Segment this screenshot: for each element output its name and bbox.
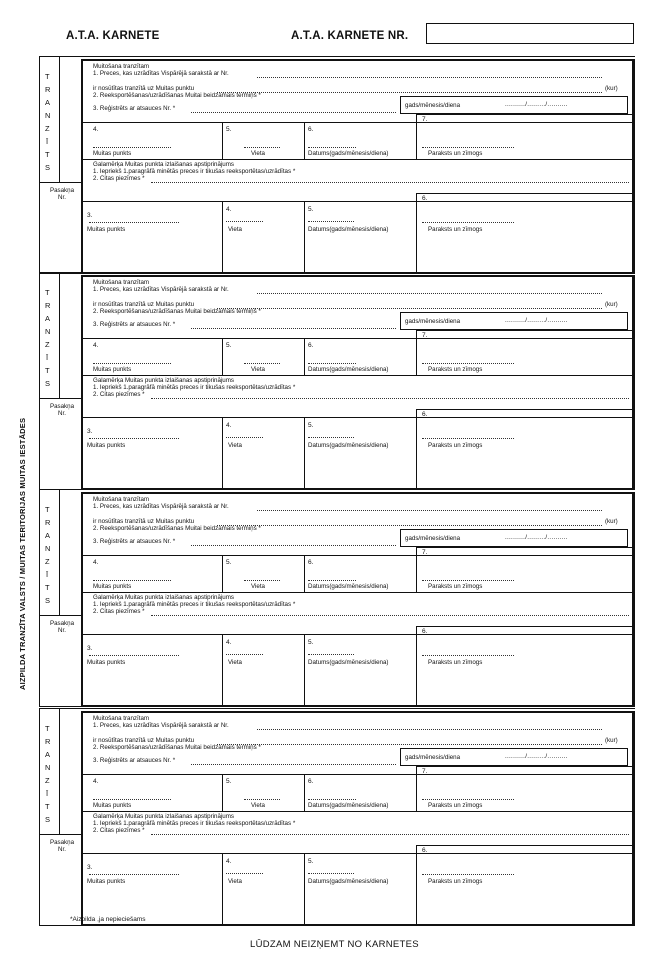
letter: Ī xyxy=(46,570,49,579)
letter: Ī xyxy=(46,789,49,798)
line1-field[interactable] xyxy=(257,729,602,730)
field-5-number: 5. xyxy=(226,559,232,566)
paraksts-2-label: Paraksts un zīmogs xyxy=(428,442,483,449)
kur-label: (kur) xyxy=(605,737,618,744)
citas-piezimes-field[interactable] xyxy=(151,182,629,183)
date-fill: ........../........./.......... xyxy=(505,317,568,324)
letter: T xyxy=(45,72,50,81)
paraksts-2-field[interactable] xyxy=(422,222,514,223)
paraksts-2-field[interactable] xyxy=(422,655,514,656)
field-6b-number: 6. xyxy=(422,628,428,635)
letter: A xyxy=(45,531,51,540)
citas-piezimes-field[interactable] xyxy=(151,615,629,616)
galamerka-title: Galamērķa Muitas punkta izlaišanas apstiprinājums xyxy=(93,813,235,820)
field-5-number: 5. xyxy=(226,778,232,785)
field-4b-number: 4. xyxy=(226,858,232,865)
datums-field[interactable] xyxy=(308,147,356,148)
vieta-label: Vieta xyxy=(251,583,265,590)
vieta-2-field[interactable] xyxy=(226,873,263,874)
letter: T xyxy=(45,150,50,159)
line2-label: 2. Reeksportēšanas/uzrādīšanas Muitai beidzamais termiņš * xyxy=(93,308,261,315)
field-7-number: 7. xyxy=(422,549,428,556)
field-3-number: 3. xyxy=(87,212,93,219)
field-5b-number: 5. xyxy=(308,858,314,865)
datums-2-label: Datums(gads/mēnesis/diena) xyxy=(308,442,389,449)
letter: S xyxy=(45,379,51,388)
letter: T xyxy=(45,288,50,297)
letter: S xyxy=(45,163,51,172)
line1-label: 1. Preces, kas uzrādītas Vispārējā sarakstā ar Nr. xyxy=(93,70,229,77)
field-3-number: 3. xyxy=(87,428,93,435)
pasakna-label: Pasakņa Nr. xyxy=(49,839,75,854)
line3-label: 3. Reģistrēts ar atsauces Nr. * xyxy=(93,105,176,112)
vieta-2-field[interactable] xyxy=(226,221,263,222)
letter: T xyxy=(45,802,50,811)
galamerka-line2: 2. Citas piezīmes * xyxy=(93,827,145,834)
muitas-punkts-label: Muitas punkts xyxy=(93,150,132,157)
letter: A xyxy=(45,314,51,323)
carnet-number-field[interactable] xyxy=(426,23,634,44)
vieta-2-label: Vieta xyxy=(228,442,242,449)
kur-label: (kur) xyxy=(605,301,618,308)
pasakna-label: Pasakņa Nr. xyxy=(49,403,75,418)
vieta-2-label: Vieta xyxy=(228,878,242,885)
field-6-number: 6. xyxy=(308,126,314,133)
muitas-punkts-label: Muitas punkts xyxy=(93,802,132,809)
transit-field[interactable] xyxy=(217,92,602,93)
line2-label: 2. Reeksportēšanas/uzrādīšanas Muitai beidzamais termiņš * xyxy=(93,525,261,532)
galamerka-title: Galamērķa Muitas punkta izlaišanas apstiprinājums xyxy=(93,377,235,384)
field-7-number: 7. xyxy=(422,332,428,339)
title-ata-karnete: A.T.A. KARNETE xyxy=(66,30,160,42)
letter: N xyxy=(45,327,51,336)
datums-2-label: Datums(gads/mēnesis/diena) xyxy=(308,226,389,233)
muitas-punkts-field[interactable] xyxy=(93,580,171,581)
galamerka-title: Galamērķa Muitas punkta izlaišanas apstiprinājums xyxy=(93,161,235,168)
galamerka-line1: 1. Iepriekš 1.paragrāfā minētās preces ir tikušas reeksportētas/uzrādītas * xyxy=(93,820,296,827)
letter: R xyxy=(45,301,51,310)
vieta-label: Vieta xyxy=(251,150,265,157)
line3-field[interactable] xyxy=(191,764,396,765)
transit-label: ir nosūtītas tranzītā uz Muitas punktu xyxy=(93,737,195,744)
datums-label: Datums(gads/mēnesis/diena) xyxy=(308,366,389,373)
galamerka-line2: 2. Citas piezīmes * xyxy=(93,175,145,182)
transit-label: ir nosūtītas tranzītā uz Muitas punktu xyxy=(93,85,195,92)
line1-label: 1. Preces, kas uzrādītas Vispārējā sarakstā ar Nr. xyxy=(93,286,229,293)
footnote: *Aizpilda ,ja nepieciešams xyxy=(70,916,146,923)
field-4-number: 4. xyxy=(93,559,99,566)
paraksts-field[interactable] xyxy=(422,799,514,800)
field-5-number: 5. xyxy=(226,126,232,133)
line2-label: 2. Reeksportēšanas/uzrādīšanas Muitai beidzamais termiņš * xyxy=(93,92,261,99)
transit-section xyxy=(39,56,635,274)
line1-field[interactable] xyxy=(257,293,602,294)
side-label: AIZPILDA TRANZĪTA VALSTS / MUITAS TERITORIJAS MUITAS IESTĀDES xyxy=(18,417,27,690)
citas-piezimes-field[interactable] xyxy=(151,398,629,399)
field-6-number: 6. xyxy=(308,342,314,349)
vieta-field[interactable] xyxy=(244,580,280,581)
datums-2-label: Datums(gads/mēnesis/diena) xyxy=(308,659,389,666)
letter: T xyxy=(45,505,50,514)
datums-label: Datums(gads/mēnesis/diena) xyxy=(308,802,389,809)
line3-field[interactable] xyxy=(191,545,396,546)
muitas-punkts-2-field[interactable] xyxy=(89,874,179,875)
field-7-number: 7. xyxy=(422,116,428,123)
date-fill: ........../........./.......... xyxy=(505,534,568,541)
vieta-label: Vieta xyxy=(251,366,265,373)
paraksts-2-label: Paraksts un zīmogs xyxy=(428,226,483,233)
letter: Z xyxy=(45,776,50,785)
field-4-number: 4. xyxy=(93,778,99,785)
paraksts-label: Paraksts un zīmogs xyxy=(428,150,483,157)
datums-field[interactable] xyxy=(308,363,356,364)
galamerka-title: Galamērķa Muitas punkta izlaišanas apstiprinājums xyxy=(93,594,235,601)
field-5-number: 5. xyxy=(226,342,232,349)
datums-2-label: Datums(gads/mēnesis/diena) xyxy=(308,878,389,885)
date-label: gads/mēnesis/diena xyxy=(405,318,461,325)
line1-label: 1. Preces, kas uzrādītas Vispārējā sarakstā ar Nr. xyxy=(93,722,229,729)
galamerka-line2: 2. Citas piezīmes * xyxy=(93,608,145,615)
line2-label: 2. Reeksportēšanas/uzrādīšanas Muitai beidzamais termiņš * xyxy=(93,744,261,751)
field-6-number: 6. xyxy=(308,778,314,785)
field-6b-number: 6. xyxy=(422,195,428,202)
muitas-punkts-field[interactable] xyxy=(93,147,171,148)
datums-label: Datums(gads/mēnesis/diena) xyxy=(308,150,389,157)
letter: T xyxy=(45,583,50,592)
paraksts-field[interactable] xyxy=(422,363,514,364)
date-label: gads/mēnesis/diena xyxy=(405,754,461,761)
line1-field[interactable] xyxy=(257,77,602,78)
transit-field[interactable] xyxy=(217,308,602,309)
field-4b-number: 4. xyxy=(226,639,232,646)
muitas-punkts-2-label: Muitas punkts xyxy=(87,226,126,233)
vieta-2-label: Vieta xyxy=(228,226,242,233)
datums-2-field[interactable] xyxy=(308,437,354,438)
date-fill: ........../........./.......... xyxy=(505,753,568,760)
field-6-number: 6. xyxy=(308,559,314,566)
letter: Z xyxy=(45,124,50,133)
field-5b-number: 5. xyxy=(308,639,314,646)
field-4-number: 4. xyxy=(93,126,99,133)
paraksts-label: Paraksts un zīmogs xyxy=(428,583,483,590)
letter: N xyxy=(45,544,51,553)
paraksts-2-label: Paraksts un zīmogs xyxy=(428,878,483,885)
letter: Z xyxy=(45,340,50,349)
muitas-punkts-2-label: Muitas punkts xyxy=(87,878,126,885)
muitas-punkts-field[interactable] xyxy=(93,799,171,800)
line1-field[interactable] xyxy=(257,510,602,511)
letter: R xyxy=(45,85,51,94)
date-label: gads/mēnesis/diena xyxy=(405,102,461,109)
title-karnete-nr: A.T.A. KARNETE NR. xyxy=(291,30,409,42)
citas-piezimes-field[interactable] xyxy=(151,834,629,835)
field-5b-number: 5. xyxy=(308,206,314,213)
transit-section xyxy=(39,489,635,707)
date-label: gads/mēnesis/diena xyxy=(405,535,461,542)
date-fill: ........../........./.......... xyxy=(505,101,568,108)
vieta-field[interactable] xyxy=(244,799,280,800)
field-3-number: 3. xyxy=(87,645,93,652)
letter: S xyxy=(45,596,51,605)
line3-field[interactable] xyxy=(191,112,396,113)
transit-section xyxy=(39,708,635,926)
paraksts-field[interactable] xyxy=(422,580,514,581)
paraksts-label: Paraksts un zīmogs xyxy=(428,802,483,809)
field-7-number: 7. xyxy=(422,768,428,775)
datums-field[interactable] xyxy=(308,580,356,581)
datums-field[interactable] xyxy=(308,799,356,800)
field-3-number: 3. xyxy=(87,864,93,871)
field-5b-number: 5. xyxy=(308,422,314,429)
field-6b-number: 6. xyxy=(422,847,428,854)
muitas-punkts-label: Muitas punkts xyxy=(93,583,132,590)
footer-warning: LŪDZAM NEIZŅEMT NO KARNETES xyxy=(250,939,419,950)
vieta-label: Vieta xyxy=(251,802,265,809)
line1-label: 1. Preces, kas uzrādītas Vispārējā sarakstā ar Nr. xyxy=(93,503,229,510)
letter: A xyxy=(45,750,51,759)
letter: N xyxy=(45,763,51,772)
muitosana-title: Muitošana tranzītam xyxy=(93,496,150,503)
transit-label: ir nosūtītas tranzītā uz Muitas punktu xyxy=(93,518,195,525)
transit-section xyxy=(39,272,635,490)
letter: Ī xyxy=(46,353,49,362)
muitas-punkts-field[interactable] xyxy=(93,363,171,364)
pasakna-label: Pasakņa Nr. xyxy=(49,187,75,202)
kur-label: (kur) xyxy=(605,85,618,92)
transit-field[interactable] xyxy=(217,744,602,745)
galamerka-line1: 1. Iepriekš 1.paragrāfā minētās preces ir tikušas reeksportētas/uzrādītas * xyxy=(93,601,296,608)
galamerka-line2: 2. Citas piezīmes * xyxy=(93,391,145,398)
muitas-punkts-2-field[interactable] xyxy=(89,438,179,439)
paraksts-2-label: Paraksts un zīmogs xyxy=(428,659,483,666)
muitosana-title: Muitošana tranzītam xyxy=(93,63,150,70)
field-6b-number: 6. xyxy=(422,411,428,418)
muitas-punkts-label: Muitas punkts xyxy=(93,366,132,373)
muitosana-title: Muitošana tranzītam xyxy=(93,715,150,722)
muitas-punkts-2-label: Muitas punkts xyxy=(87,659,126,666)
letter: N xyxy=(45,111,51,120)
transit-label: ir nosūtītas tranzītā uz Muitas punktu xyxy=(93,301,195,308)
line3-label: 3. Reģistrēts ar atsauces Nr. * xyxy=(93,538,176,545)
muitas-punkts-2-label: Muitas punkts xyxy=(87,442,126,449)
letter: Ī xyxy=(46,137,49,146)
paraksts-field[interactable] xyxy=(422,147,514,148)
paraksts-label: Paraksts un zīmogs xyxy=(428,366,483,373)
vieta-field[interactable] xyxy=(244,363,280,364)
line3-field[interactable] xyxy=(191,328,396,329)
vieta-field[interactable] xyxy=(244,147,280,148)
galamerka-line1: 1. Iepriekš 1.paragrāfā minētās preces ir tikušas reeksportētas/uzrādītas * xyxy=(93,168,296,175)
pasakna-label: Pasakņa Nr. xyxy=(49,620,75,635)
muitas-punkts-2-field[interactable] xyxy=(89,222,179,223)
letter: A xyxy=(45,98,51,107)
galamerka-line1: 1. Iepriekš 1.paragrāfā minētās preces ir tikušas reeksportētas/uzrādītas * xyxy=(93,384,296,391)
datums-2-field[interactable] xyxy=(308,654,354,655)
transit-field[interactable] xyxy=(217,525,602,526)
vieta-2-field[interactable] xyxy=(226,437,263,438)
letter: T xyxy=(45,366,50,375)
letter: R xyxy=(45,518,51,527)
field-4b-number: 4. xyxy=(226,422,232,429)
letter: S xyxy=(45,815,51,824)
field-4-number: 4. xyxy=(93,342,99,349)
line3-label: 3. Reģistrēts ar atsauces Nr. * xyxy=(93,321,176,328)
letter: T xyxy=(45,724,50,733)
paraksts-2-field[interactable] xyxy=(422,438,514,439)
datums-2-field[interactable] xyxy=(308,873,354,874)
kur-label: (kur) xyxy=(605,518,618,525)
vieta-2-field[interactable] xyxy=(226,654,263,655)
letter: R xyxy=(45,737,51,746)
muitosana-title: Muitošana tranzītam xyxy=(93,279,150,286)
field-4b-number: 4. xyxy=(226,206,232,213)
paraksts-2-field[interactable] xyxy=(422,874,514,875)
muitas-punkts-2-field[interactable] xyxy=(89,655,179,656)
datums-2-field[interactable] xyxy=(308,221,354,222)
vieta-2-label: Vieta xyxy=(228,659,242,666)
line3-label: 3. Reģistrēts ar atsauces Nr. * xyxy=(93,757,176,764)
letter: Z xyxy=(45,557,50,566)
datums-label: Datums(gads/mēnesis/diena) xyxy=(308,583,389,590)
